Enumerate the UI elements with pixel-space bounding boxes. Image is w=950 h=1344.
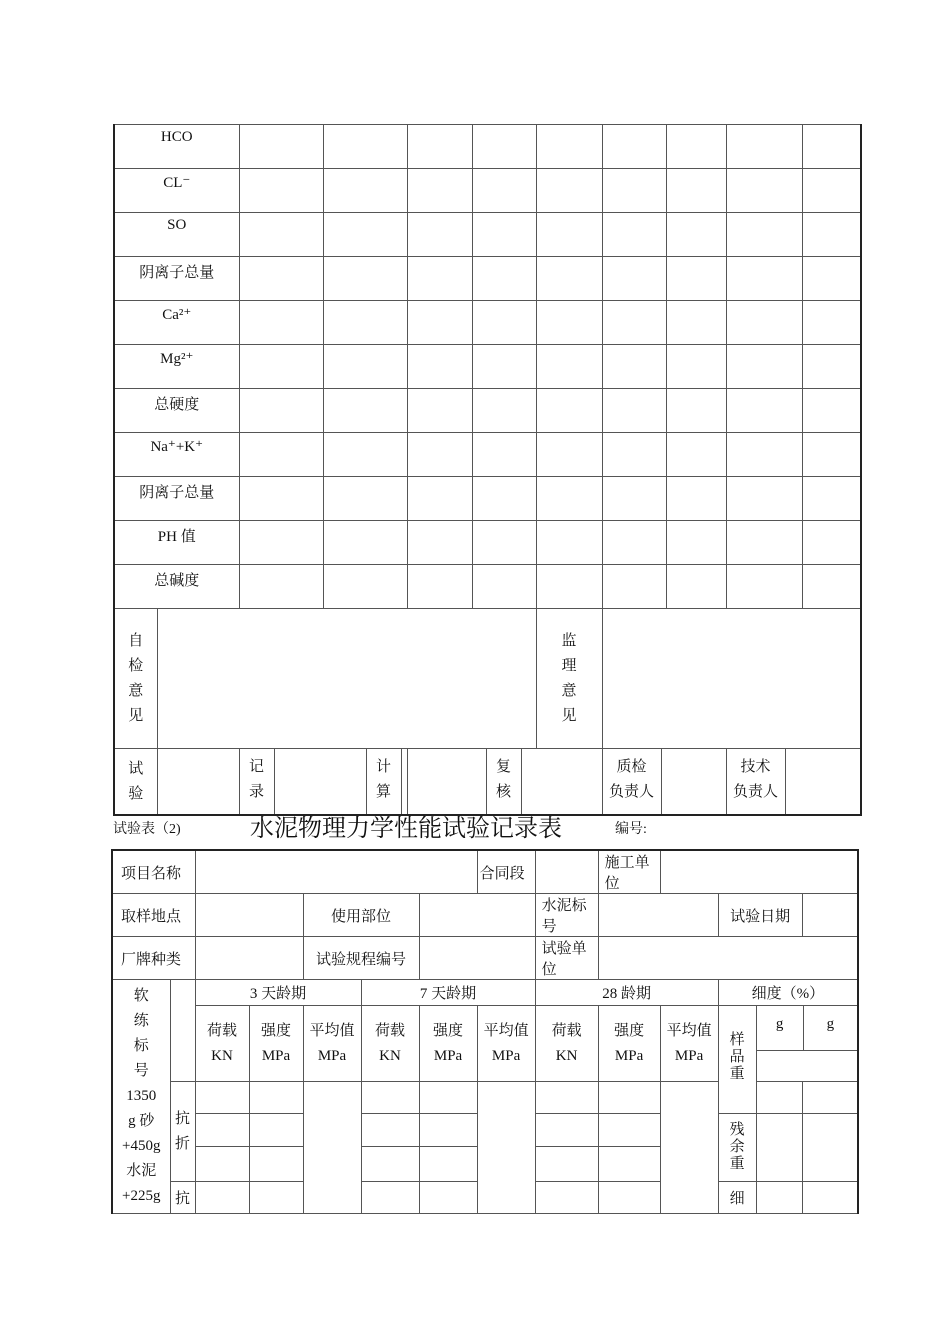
flex-28-load-2[interactable]	[535, 1114, 598, 1147]
self-check-field[interactable]	[157, 609, 536, 749]
construction-unit-label: 施工单位	[598, 850, 660, 894]
water-cell[interactable]	[536, 521, 602, 565]
load-28-header: 荷载 KN	[535, 1006, 598, 1082]
water-cell[interactable]	[472, 169, 536, 213]
strength-3-header: 强度 MPa	[249, 1006, 303, 1082]
water-cell[interactable]	[602, 345, 666, 389]
water-cell[interactable]	[602, 125, 666, 169]
water-cell[interactable]	[726, 477, 802, 521]
average-28-header: 平均值 MPa	[660, 1006, 718, 1082]
water-cell[interactable]	[602, 565, 666, 609]
project-name-field[interactable]	[195, 850, 477, 894]
flex-3-avg[interactable]	[303, 1082, 361, 1214]
water-row	[114, 389, 861, 433]
sig-calc-field-ext[interactable]	[408, 749, 486, 814]
water-cell[interactable]	[536, 345, 602, 389]
water-cell[interactable]	[726, 257, 802, 301]
water-cell[interactable]	[407, 169, 472, 213]
water-cell[interactable]	[802, 345, 861, 389]
water-cell[interactable]	[666, 477, 726, 521]
water-cell[interactable]	[323, 565, 407, 609]
water-cell[interactable]	[323, 389, 407, 433]
water-cell[interactable]	[802, 169, 861, 213]
water-cell[interactable]	[536, 257, 602, 301]
flex-7-avg[interactable]	[477, 1082, 535, 1214]
cement-grade-field[interactable]	[598, 894, 718, 937]
water-cell[interactable]	[239, 257, 323, 301]
water-cell[interactable]	[472, 301, 536, 345]
flex-28-load-1[interactable]	[535, 1082, 598, 1114]
water-cell[interactable]	[726, 301, 802, 345]
usage-part-label: 使用部位	[303, 894, 419, 937]
water-cell[interactable]	[726, 345, 802, 389]
flex-7-str-3[interactable]	[419, 1147, 477, 1182]
water-cell[interactable]	[239, 213, 323, 257]
flex-7-str-2[interactable]	[419, 1114, 477, 1147]
water-cell[interactable]	[602, 301, 666, 345]
sig-review-label: 复 核	[486, 749, 522, 814]
sig-record-field[interactable]	[275, 749, 366, 814]
water-cell[interactable]	[602, 213, 666, 257]
water-cell[interactable]	[666, 565, 726, 609]
flex-28-avg[interactable]	[660, 1082, 718, 1214]
flex-3-str-2[interactable]	[249, 1114, 303, 1147]
water-cell[interactable]	[666, 521, 726, 565]
contract-section-label: 合同段	[477, 850, 535, 894]
water-row-label: SO	[114, 213, 239, 257]
water-cell[interactable]	[239, 521, 323, 565]
load-3-header: 荷载 KN	[195, 1006, 249, 1082]
comp-28-load-1[interactable]	[535, 1182, 598, 1214]
water-cell[interactable]	[726, 389, 802, 433]
water-cell[interactable]	[239, 477, 323, 521]
water-cell[interactable]	[802, 213, 861, 257]
strength-28-header: 强度 MPa	[598, 1006, 660, 1082]
comp-7-load-1[interactable]	[361, 1182, 419, 1214]
flex-28-load-3[interactable]	[535, 1147, 598, 1182]
sig-record-label: 记 录	[240, 749, 275, 814]
water-row	[114, 345, 861, 389]
water-row-label: PH 值	[114, 521, 239, 565]
water-cell[interactable]	[472, 433, 536, 477]
water-cell[interactable]	[407, 389, 472, 433]
load-7-header: 荷载 KN	[361, 1006, 419, 1082]
project-name-label: 项目名称	[112, 850, 195, 894]
spec-number-field[interactable]	[419, 937, 535, 980]
water-cell[interactable]	[239, 433, 323, 477]
water-cell[interactable]	[407, 257, 472, 301]
water-cell[interactable]	[536, 301, 602, 345]
water-cell[interactable]	[602, 477, 666, 521]
unit-g-1: g	[757, 1006, 804, 1050]
water-cell[interactable]	[726, 169, 802, 213]
sig-calc-field[interactable]	[402, 749, 407, 814]
water-cell[interactable]	[472, 521, 536, 565]
form-heading	[113, 808, 873, 844]
water-cell[interactable]	[602, 257, 666, 301]
water-row	[114, 477, 861, 521]
water-cell[interactable]	[323, 257, 407, 301]
test-date-field[interactable]	[802, 894, 858, 937]
water-cell[interactable]	[726, 213, 802, 257]
water-row-label: CL⁻	[114, 169, 239, 213]
average-3-header: 平均值 MPa	[303, 1006, 361, 1082]
strength-7-header: 强度 MPa	[419, 1006, 477, 1082]
water-row	[114, 301, 861, 345]
age-28-header: 28 龄期	[535, 980, 718, 1006]
water-row-label: 阴离子总量	[114, 477, 239, 521]
sig-test-field[interactable]	[157, 749, 239, 816]
water-cell[interactable]	[407, 521, 472, 565]
water-cell[interactable]	[536, 433, 602, 477]
water-cell[interactable]	[323, 345, 407, 389]
fine-g2[interactable]	[802, 1182, 858, 1214]
form-code: 试验表（2)	[113, 822, 181, 837]
age-7-header: 7 天龄期	[361, 980, 535, 1006]
blank-header-cell	[170, 980, 195, 1082]
sig-tech-label: 技术 负责人	[727, 749, 786, 814]
unit-g-2: g	[826, 1016, 835, 1032]
cement-test-table	[111, 849, 859, 1214]
water-cell[interactable]	[472, 213, 536, 257]
flex-28-str-2[interactable]	[598, 1114, 660, 1147]
water-analysis-table	[113, 124, 862, 816]
water-cell[interactable]	[323, 301, 407, 345]
flex-7-load-2[interactable]	[361, 1114, 419, 1147]
construction-unit-field[interactable]	[660, 850, 858, 894]
age-3-header: 3 天龄期	[195, 980, 361, 1006]
flex-7-str-1[interactable]	[419, 1082, 477, 1114]
test-unit-label: 试验单位	[535, 937, 598, 980]
water-row-label: Mg²⁺	[114, 345, 239, 389]
water-cell[interactable]	[536, 213, 602, 257]
water-cell[interactable]	[802, 125, 861, 169]
flex-3-str-1[interactable]	[249, 1082, 303, 1114]
water-cell[interactable]	[802, 565, 861, 609]
water-row	[114, 257, 861, 301]
cement-grade-label: 水泥标号	[535, 894, 598, 937]
water-cell[interactable]	[802, 257, 861, 301]
water-cell[interactable]	[323, 521, 407, 565]
sig-review-field[interactable]	[522, 749, 602, 814]
comp-28-str-1[interactable]	[598, 1182, 660, 1214]
water-row-label: HCO	[114, 125, 239, 169]
contract-section-field[interactable]	[535, 850, 598, 894]
water-cell[interactable]	[666, 125, 726, 169]
brand-type-label: 厂牌种类	[112, 937, 195, 980]
sig-qc-field[interactable]	[662, 749, 726, 814]
comp-3-load-1[interactable]	[195, 1182, 249, 1214]
sig-calc-label: 计 算	[366, 749, 402, 814]
residual-g1[interactable]	[756, 1114, 802, 1182]
usage-part-field[interactable]	[419, 894, 535, 937]
water-cell[interactable]	[536, 389, 602, 433]
flex-7-load-1[interactable]	[361, 1082, 419, 1114]
water-cell[interactable]	[802, 433, 861, 477]
flex-7-load-3[interactable]	[361, 1147, 419, 1182]
sig-qc-label: 质检 负责人	[603, 749, 662, 814]
water-cell[interactable]	[666, 169, 726, 213]
test-unit-field[interactable]	[598, 937, 858, 980]
water-row	[114, 433, 861, 477]
water-cell[interactable]	[666, 301, 726, 345]
compressive-label: 抗	[170, 1182, 195, 1214]
spec-number-label: 试验规程编号	[303, 937, 419, 980]
sampling-place-label: 取样地点	[112, 894, 195, 937]
water-row	[114, 213, 861, 257]
water-cell[interactable]	[407, 565, 472, 609]
form-title: 水泥物理力学性能试验记录表	[250, 816, 562, 842]
supervision-label: 监 理 意 见	[536, 609, 602, 749]
flexural-label: 抗 折	[170, 1082, 195, 1182]
water-cell[interactable]	[802, 477, 861, 521]
water-row-label: 阴离子总量	[114, 257, 239, 301]
water-cell[interactable]	[407, 433, 472, 477]
sig-test-label: 试 验	[114, 749, 157, 816]
water-cell[interactable]	[666, 257, 726, 301]
test-date-label: 试验日期	[718, 894, 802, 937]
water-row	[114, 125, 861, 169]
water-cell[interactable]	[239, 125, 323, 169]
water-cell[interactable]	[472, 565, 536, 609]
sig-tech-field[interactable]	[786, 749, 861, 814]
water-cell[interactable]	[239, 169, 323, 213]
form-number-label: 编号:	[615, 822, 647, 837]
water-cell[interactable]	[666, 389, 726, 433]
residual-g2[interactable]	[802, 1114, 858, 1182]
water-cell[interactable]	[802, 301, 861, 345]
water-cell[interactable]	[239, 345, 323, 389]
fineness-header: 细度（%）	[718, 980, 858, 1006]
water-cell[interactable]	[666, 433, 726, 477]
comp-7-str-1[interactable]	[419, 1182, 477, 1214]
flex-3-load-1[interactable]	[195, 1082, 249, 1114]
water-row-label: Na⁺+K⁺	[114, 433, 239, 477]
water-cell[interactable]	[536, 565, 602, 609]
water-cell[interactable]	[472, 257, 536, 301]
water-cell[interactable]	[239, 565, 323, 609]
supervision-field[interactable]	[602, 609, 861, 749]
water-cell[interactable]	[666, 213, 726, 257]
water-cell[interactable]	[239, 389, 323, 433]
water-cell[interactable]	[323, 477, 407, 521]
flex-3-load-2[interactable]	[195, 1114, 249, 1147]
water-cell[interactable]	[472, 345, 536, 389]
water-cell[interactable]	[536, 169, 602, 213]
water-cell[interactable]	[802, 521, 861, 565]
soft-practice-label: 软 练 标 号 1350 g 砂 +450g 水泥 +225g	[112, 980, 170, 1214]
sample-weight-label: 样 品 重	[718, 1006, 756, 1114]
flex-28-str-1[interactable]	[598, 1082, 660, 1114]
sample-weight-g2[interactable]	[802, 1082, 858, 1114]
flex-28-str-3[interactable]	[598, 1147, 660, 1182]
average-7-header: 平均值 MPa	[477, 1006, 535, 1082]
water-row-label: 总硬度	[114, 389, 239, 433]
water-cell[interactable]	[602, 521, 666, 565]
flex-3-load-3[interactable]	[195, 1147, 249, 1182]
sample-weight-g1[interactable]	[756, 1082, 802, 1114]
water-cell[interactable]	[602, 389, 666, 433]
water-cell[interactable]	[666, 345, 726, 389]
water-cell[interactable]	[472, 389, 536, 433]
water-cell[interactable]	[536, 477, 602, 521]
fine-label: 细	[718, 1182, 756, 1214]
water-cell[interactable]	[726, 521, 802, 565]
water-row-label: 总碱度	[114, 565, 239, 609]
water-row-label: Ca²⁺	[114, 301, 239, 345]
water-cell[interactable]	[407, 213, 472, 257]
water-cell[interactable]	[602, 433, 666, 477]
water-row	[114, 565, 861, 609]
water-cell[interactable]	[472, 477, 536, 521]
flex-3-str-3[interactable]	[249, 1147, 303, 1182]
water-cell[interactable]	[536, 125, 602, 169]
water-cell[interactable]	[802, 389, 861, 433]
water-row	[114, 169, 861, 213]
residual-label: 残 余 重	[718, 1114, 756, 1182]
brand-type-field[interactable]	[195, 937, 303, 980]
water-cell[interactable]	[472, 125, 536, 169]
water-row	[114, 521, 861, 565]
water-cell[interactable]	[239, 301, 323, 345]
water-cell[interactable]	[726, 125, 802, 169]
water-cell[interactable]	[323, 213, 407, 257]
water-cell[interactable]	[323, 125, 407, 169]
self-check-label: 自 检 意 见	[114, 609, 157, 749]
water-cell[interactable]	[323, 169, 407, 213]
comp-3-str-1[interactable]	[249, 1182, 303, 1214]
fine-g1[interactable]	[756, 1182, 802, 1214]
water-cell[interactable]	[407, 477, 472, 521]
water-cell[interactable]	[726, 565, 802, 609]
water-cell[interactable]	[323, 433, 407, 477]
water-cell[interactable]	[407, 345, 472, 389]
water-cell[interactable]	[407, 301, 472, 345]
water-cell[interactable]	[602, 169, 666, 213]
water-cell[interactable]	[726, 433, 802, 477]
sampling-place-field[interactable]	[195, 894, 303, 937]
water-cell[interactable]	[407, 125, 472, 169]
